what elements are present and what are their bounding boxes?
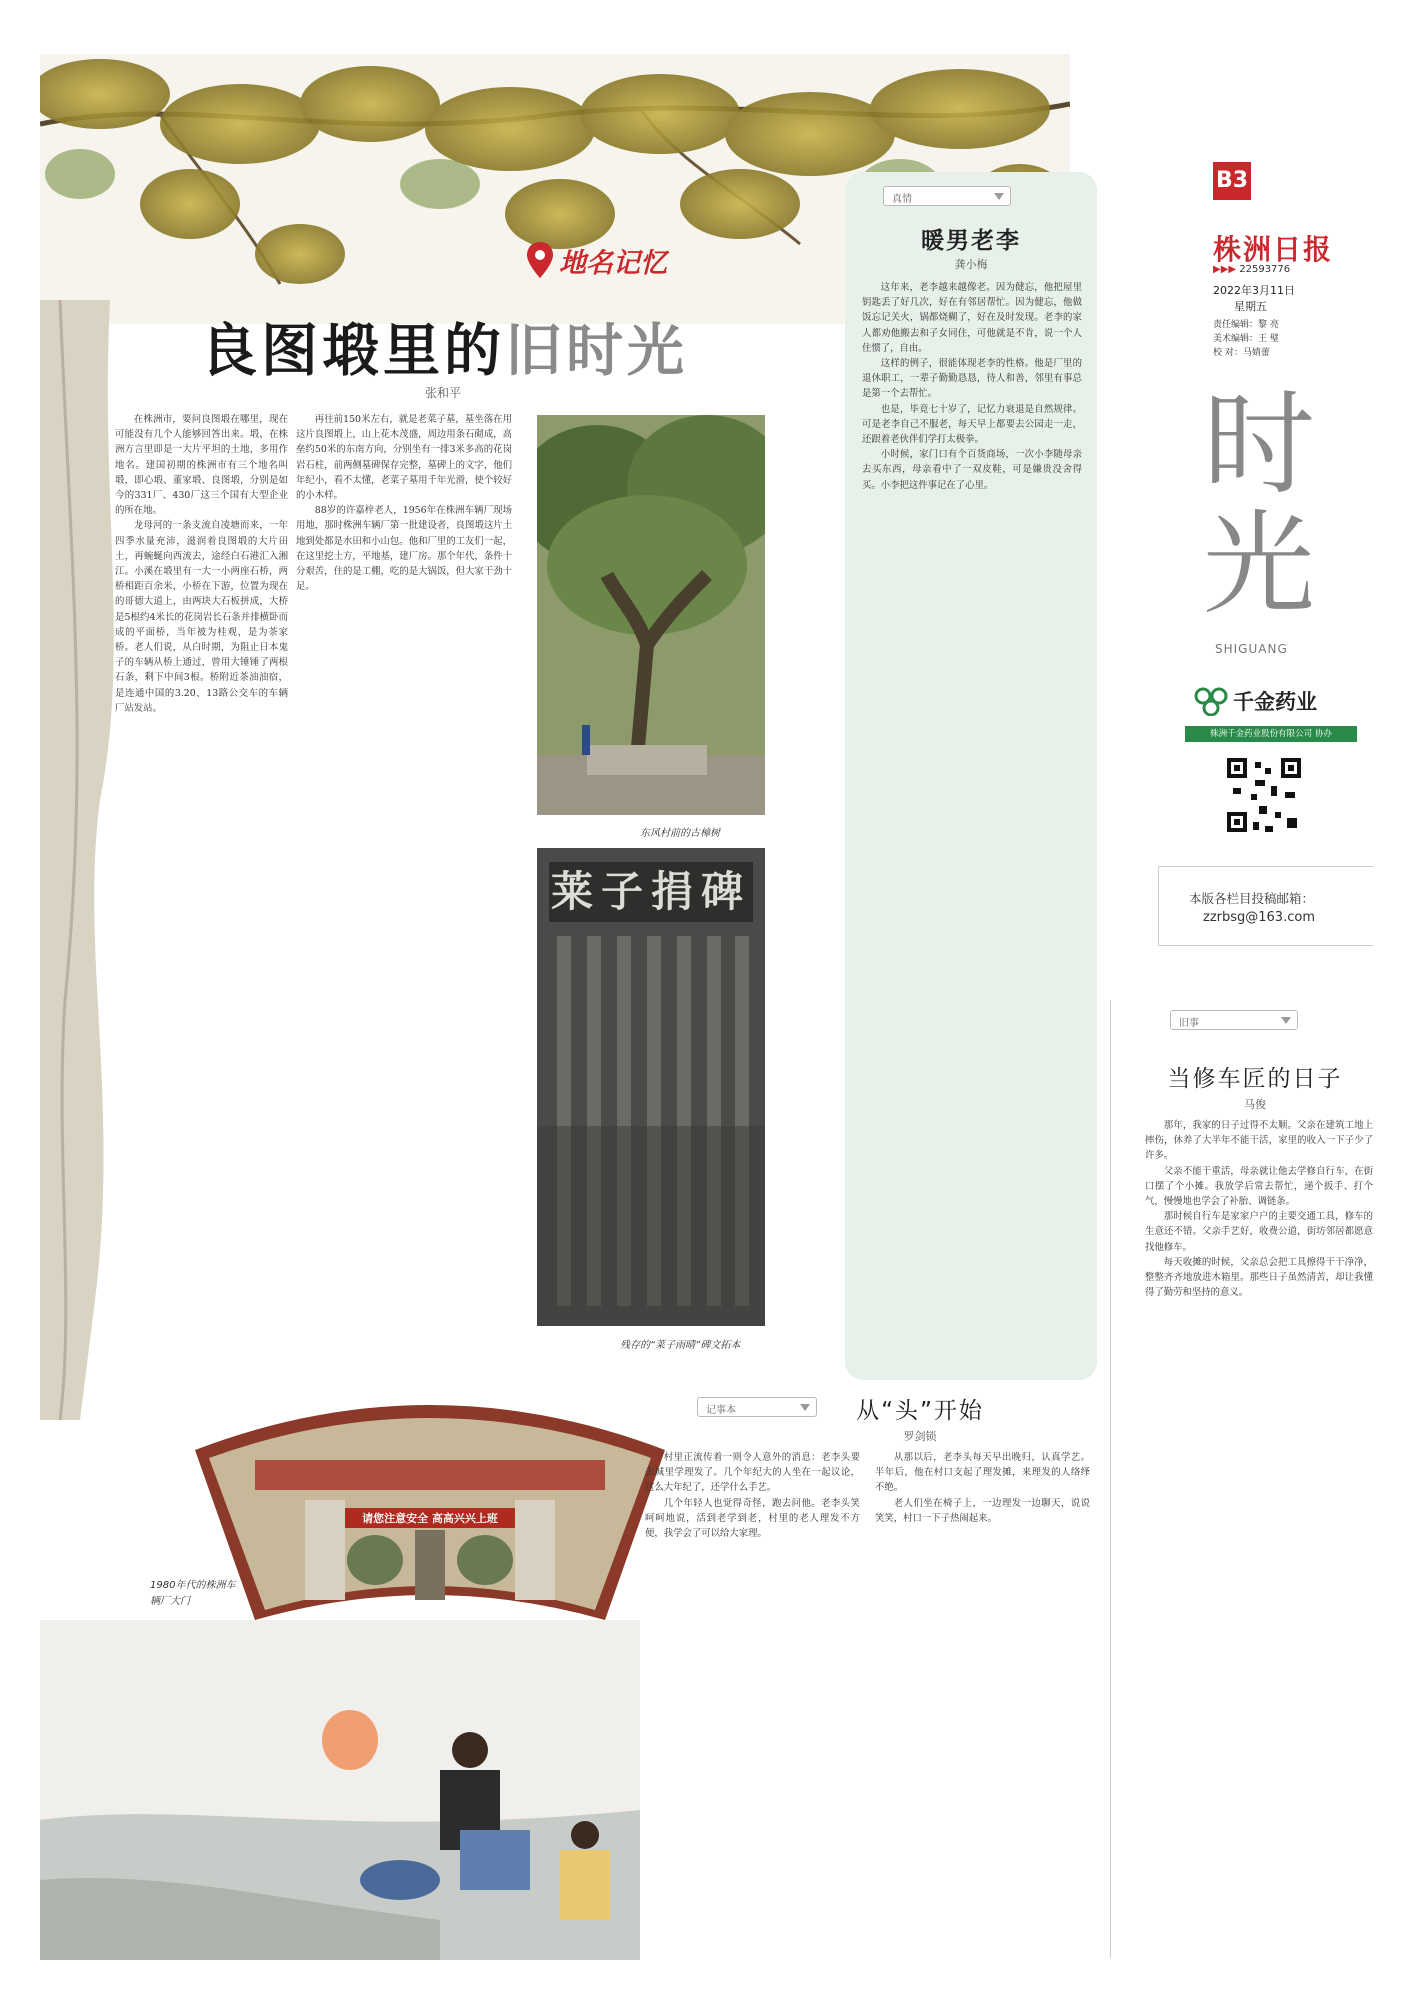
main-col-1	[115, 412, 288, 1377]
editor-list	[1213, 318, 1279, 360]
washing-scene-photo	[40, 1620, 640, 1960]
column-tag	[525, 238, 667, 282]
sponsor-sub: 株洲千金药业股份有限公司 协办	[1185, 726, 1357, 742]
warm-p1: 这年来，老李越来越像老。因为健忘，他把屋里钥匙丢了好几次，好在有邻居帮忙。因为健忘，他做饭忘记关火，锅都烧糊了，好在及时发现。老李的家人都劝他搬去和子女同住，可他就是不肯，说一个人住惯了，自由。	[862, 282, 1082, 354]
repair-story-author: 马俊	[1244, 1098, 1266, 1111]
repair-p3: 那时候自行车是家家户户的主要交通工具，修车的生意还不错。父亲手艺好，收费公道，街坊邻居都愿意找他修车。	[1145, 1211, 1373, 1253]
main-col2-p2: 88岁的许嘉梓老人，1956年在株洲车辆厂现场用地，那时株洲车辆厂第一批建设者，良图塅这片土地到处都是水田和小山包。他和厂里的工友们一起，在这里挖土方，平地基，建厂房。那个年代，条件十分艰苦，住的是工棚，吃的是大锅饭，但大家干劲十足。	[296, 505, 512, 593]
sponsor-emblem-icon	[1193, 686, 1229, 716]
phone-number: 22593776	[1239, 264, 1291, 275]
chevron-down-icon	[994, 193, 1004, 200]
head-p2: 几个年轻人也觉得奇怪，跑去问他。老李头笑呵呵地说，活到老学到老，村里的老人理发不方便，我学会了可以给大家理。	[645, 1497, 860, 1540]
chevron-down-icon	[1281, 1017, 1291, 1024]
page-title	[200, 305, 688, 385]
head-p4: 老人们坐在椅子上，一边理发一边聊天，说说笑笑，村口一下子热闹起来。	[875, 1497, 1090, 1524]
editor-row: 校 对：马婧蕾	[1213, 348, 1270, 358]
head-story-author: 罗剑锁	[903, 1430, 937, 1443]
warm-story-title: 暖男老李	[921, 228, 1021, 254]
divider	[1110, 1000, 1111, 1958]
column-tag-label: 地名记忆	[559, 247, 667, 279]
warm-story-author: 龚小梅	[954, 258, 988, 271]
repair-story-tag: 旧事	[1170, 1010, 1298, 1030]
main-col2-p1: 再往前150米左右，就是老菜子墓，墓坐落在用这片良图塅上，山上花木茂盛，周边用条石砌成，高垒约50米的东南方向，分别坐有一排3米多高的花岗岩石柱，前两侧墓碑保存完整，墓碑上的文字，他们年纪小，看不太懂，老菜子墓用千年光滑，使个较好的小木样。	[296, 414, 512, 502]
factory-gate-photo	[195, 1390, 665, 1620]
head-story-body-1	[645, 1450, 860, 1960]
repair-p1: 那年，我家的日子过得不太顺。父亲在建筑工地上摔伤，休养了大半年不能干活，家里的收入一下子少了许多。	[1145, 1120, 1373, 1162]
title-part-a: 良图塅里的	[200, 318, 505, 384]
stele-heading: 碑捐子莱	[549, 862, 753, 922]
gate-slogan: 请您注意安全 高高兴兴上班	[362, 1512, 498, 1525]
chevron-down-icon	[800, 1404, 810, 1411]
repair-p2: 父亲不能干重活，母亲就让他去学修自行车，在街口摆了个小摊。我放学后常去帮忙，递个扳手、打个气，慢慢地也学会了补胎、调链条。	[1145, 1165, 1373, 1208]
repair-story-title: 当修车匠的日子	[1167, 1066, 1343, 1092]
head-p1: 村里正流传着一则令人意外的消息：老李头要去城里学理发了。几个年纪大的人坐在一起议论，这么大年纪了，还学什么手艺。	[645, 1452, 860, 1494]
stele-rubbing	[537, 848, 765, 1326]
title-part-b: 旧时光	[505, 318, 688, 384]
sponsor-name: 千金药业	[1233, 690, 1317, 714]
masthead-weekday: 星期五	[1234, 300, 1267, 313]
main-col-2	[296, 412, 512, 1377]
section-title-guang: 光	[1203, 500, 1315, 630]
head-story-body-2	[875, 1450, 1090, 1960]
qr-code	[1225, 756, 1303, 834]
warm-p2: 这样的例子，很能体现老李的性格。他是厂里的退休职工，一辈子勤勤恳恳，待人和善，邻里有事总是第一个去帮忙。	[862, 358, 1082, 400]
sponsor-logo	[1193, 686, 1317, 716]
warm-p4: 小时候，家门口有个百货商场，一次小李随母亲去买东西，母亲看中了一双皮鞋，可是嫌贵没舍得买。小李把这件事记在了心里。	[862, 449, 1082, 491]
main-col1-p2: 龙母河的一条支流自凌塘而来，一年四季水量充沛，滋润着良图塅的大片田土，再蜿蜒向西流去，途经白石港汇入湘江。小溪在塅里有一大一小两座石桥，两桥相距百余米，小桥在下游，位置为现在的哥德大道上，由两块大石板拼成，大桥是5根约4米长的花岗岩长石条并排横卧而成的平面桥，当年被为桂观，是为茶家桥。老人们说，从白时期，为阻止日本鬼子的车辆从桥上通过，曾用大锤锤了两根石条，剩下中间3根。桥附近茶油油宿，是连通中国的3.20、13路公交车的车辆厂站发站。	[115, 520, 288, 714]
stele-texture	[537, 926, 765, 1326]
warm-p3: 也是，毕竟七十岁了，记忆力衰退是自然规律。可是老李自己不服老，每天早上都要去公园走一走，还跟着老伙伴们学打太极拳。	[862, 403, 1082, 446]
head-p3: 从那以后，老李头每天早出晚归，认真学艺。半年后，他在村口支起了理发摊，来理发的人络绎不绝。	[875, 1452, 1090, 1494]
section-title-shi: 时	[1203, 380, 1315, 510]
editor-row: 美术编辑：王 璧	[1213, 334, 1279, 344]
warm-story-body	[862, 280, 1082, 1360]
stele-caption: 残存的“莱子雨晴”碑文拓本	[620, 1340, 741, 1351]
editor-row: 责任编辑：黎 亮	[1213, 320, 1279, 330]
submission-box	[1158, 866, 1373, 946]
submission-label: 本版各栏目投稿邮箱：	[1189, 891, 1315, 906]
repair-story-body	[1145, 1118, 1373, 1958]
map-pin-icon	[525, 240, 555, 280]
main-author: 张和平	[425, 386, 462, 400]
tree-photo	[537, 415, 765, 815]
section-pinyin: SHIGUANG	[1215, 642, 1288, 656]
tree-caption: 东风村前的古樟树	[640, 828, 720, 839]
masthead-date: 2022年3月11日	[1213, 284, 1295, 297]
warm-story-tag: 真情	[883, 186, 1011, 206]
head-story-tag: 记事本	[697, 1397, 817, 1417]
submission-email: zzrbsg@163.com	[1203, 910, 1315, 925]
repair-p4: 每天收摊的时候，父亲总会把工具擦得干干净净，整整齐齐地放进木箱里。那些日子虽然清苦，却让我懂得了勤劳和坚持的意义。	[1145, 1256, 1373, 1299]
main-col1-p1: 在株洲市，要问良图塅在哪里，现在可能没有几个人能够回答出来。塅，在株洲方言里即是一大片平坦的土地，多用作地名。建国初期的株洲市有三个地名叫塅，即心塅、董家塅、良图塅，分别是如今的331厂、430厂这三个国有大型企业的所在地。	[115, 414, 288, 517]
page-number-badge: B3	[1213, 162, 1251, 200]
paper-name: 株洲日报	[1213, 233, 1334, 266]
gate-caption: 1980年代的株洲车辆厂大门	[150, 1580, 236, 1607]
masthead-phone: ▶▶▶ 22593776	[1213, 264, 1291, 275]
head-story-title: 从“头”开始	[856, 1398, 984, 1424]
